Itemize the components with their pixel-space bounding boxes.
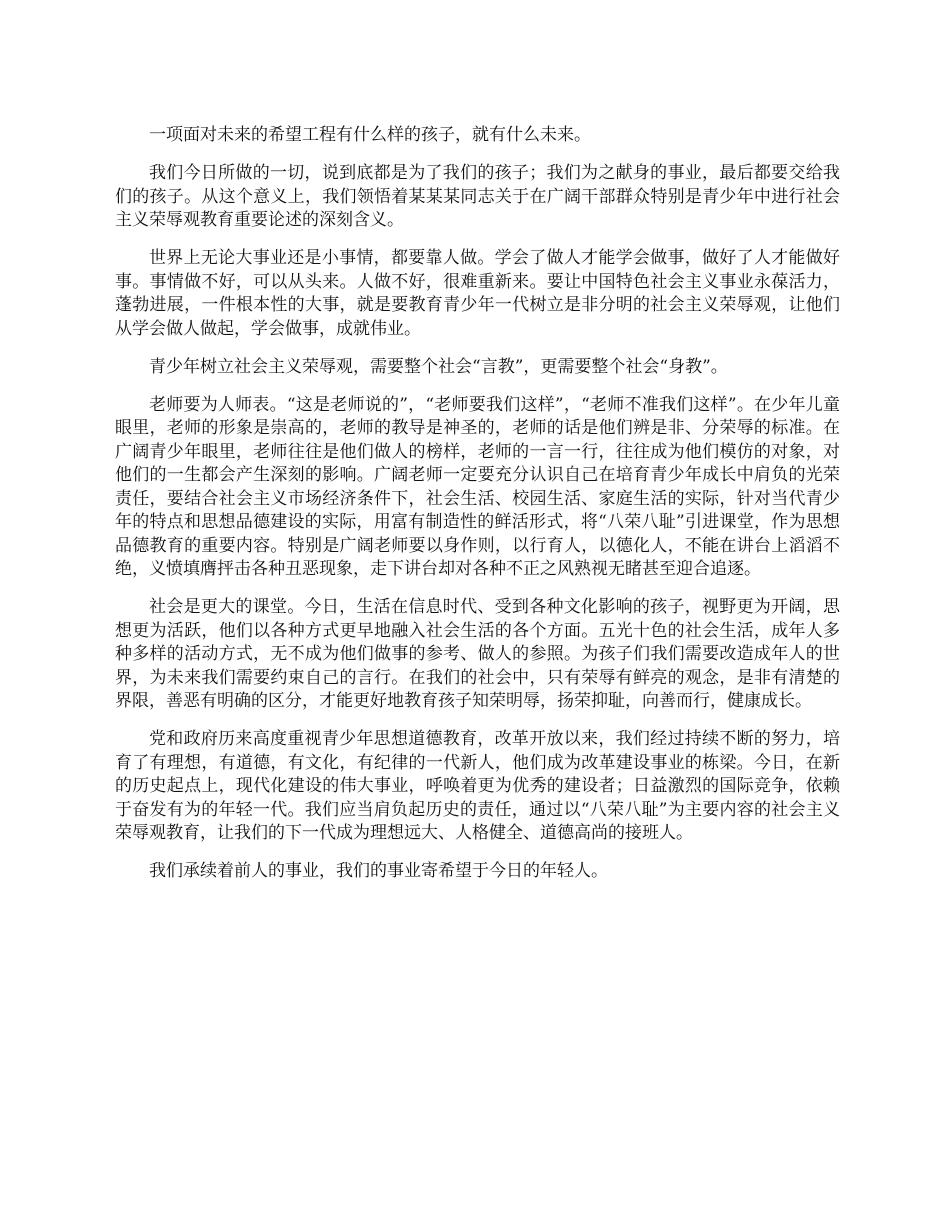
paragraph-2: 我们今日所做的一切，说到底都是为了我们的孩子；我们为之献身的事业，最后都要交给我们的孩子。从这个意义上，我们领悟着某某某同志关于在广阔干部群众特别是青少年中进行社会主义荣辱观教育重要论述的深刻含义。	[115, 163, 840, 230]
document-body	[115, 124, 840, 898]
paragraph-6: 社会是更大的课堂。今日，生活在信息时代、受到各种文化影响的孩子，视野更为开阔，思想更为活跃，他们以各种方式更早地融入社会生活的各个方面。五光十色的社会生活，成年人多种多样的活动方式，无不成为他们做事的参考、做人的参照。为孩子们我们需要改造成年人的世界，为未来我们需要约束自己的言行。在我们的社会中，只有荣辱有鲜亮的观念，是非有清楚的界限，善恶有明确的区分，才能更好地教育孩子知荣明辱，扬荣抑耻，向善而行，健康成长。	[115, 597, 840, 711]
paragraph-4: 青少年树立社会主义荣辱观，需要整个社会“言教”，更需要整个社会“身教”。	[149, 356, 728, 377]
paragraph-3: 世界上无论大事业还是小事情，都要靠人做。学会了做人才能学会做事，做好了人才能做好事。事情做不好，可以从头来。人做不好，很难重新来。要让中国特色社会主义事业永葆活力，蓬勃进展，一件根本性的大事，就是要教育青少年一代树立是非分明的社会主义荣辱观，让他们从学会做人做起，学会做事，成就伟业。	[115, 248, 840, 339]
paragraph-7: 党和政府历来高度重视青少年思想道德教育，改革开放以来，我们经过持续不断的努力，培育了有理想，有道德，有文化，有纪律的一代新人，他们成为改革建设事业的栋梁。今日，在新的历史起点上，现代化建设的伟大事业，呼唤着更为优秀的建设者；日益激烈的国际竞争，依赖于奋发有为的年轻一代。我们应当肩负起历史的责任，通过以“八荣八耻”为主要内容的社会主义荣辱观教育，让我们的下一代成为理想远大、人格健全、道德高尚的接班人。	[115, 729, 840, 843]
paragraph-8: 我们承续着前人的事业，我们的事业寄希望于今日的年轻人。	[149, 861, 608, 881]
paragraph-5: 老师要为人师表。“这是老师说的”，“老师要我们这样”，“老师不准我们这样”。在少年儿童眼里，老师的形象是崇高的，老师的教导是神圣的，老师的话是他们辨是非、分荣辱的标准。在广阔青少年眼里，老师往往是他们做人的榜样，老师的一言一行，往往成为他们模仿的对象，对他们的一生都会产生深刻的影响。广阔老师一定要充分认识自己在培育青少年成长中肩负的光荣责任，要结合社会主义市场经济条件下，社会生活、校园生活、家庭生活的实际，针对当代青少年的特点和思想品德建设的实际，用富有制造性的鲜活形式，将“八荣八耻”引进课堂，作为思想品德教育的重要内容。特别是广阔老师要以身作则，以行育人，以德化人，不能在讲台上滔滔不绝，义愤填膺抨击各种丑恶现象，走下讲台却对各种不正之风熟视无睹甚至迎合追逐。	[115, 394, 840, 579]
paragraph-1: 一项面对未来的希望工程有什么样的孩子，就有什么未来。	[149, 125, 591, 145]
